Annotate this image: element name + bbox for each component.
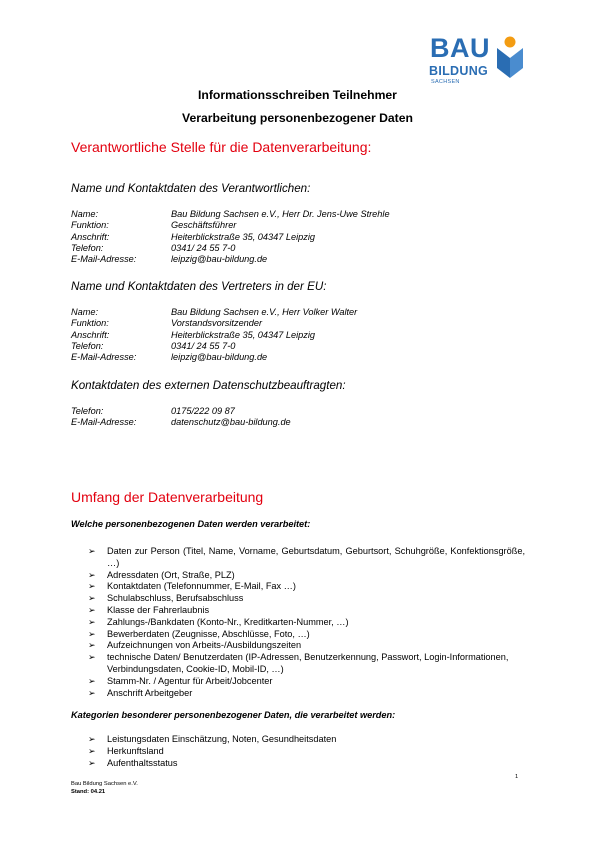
footer-stand: [71, 788, 105, 796]
special-data-question: Kategorien besonderer personenbezogener Daten, die verarbeitet werden:: [71, 710, 396, 720]
field-label: Telefon:: [71, 406, 104, 416]
list-item: ➢ Zahlungs-/Bankdaten (Konto-Nr., Kreditkarten-Nummer, …): [88, 616, 349, 627]
logo-text-sachsen: SACHSEN: [431, 79, 460, 85]
list-item: ➢ Bewerberdaten (Zeugnisse, Abschlüsse, Foto, …): [88, 628, 310, 639]
bau-bildung-logo: [426, 34, 530, 90]
page-number: 1: [515, 774, 519, 780]
field-value: leipzig@bau-bildung.de: [171, 254, 268, 265]
list-item: ➢ Klasse der Fahrerlaubnis: [88, 604, 210, 615]
field-value: 0175/222 09 87: [171, 406, 235, 416]
document-subtitle: Verarbeitung personenbezogener Daten: [182, 111, 413, 125]
field-label: Funktion:: [71, 318, 109, 329]
field-value: Vorstandsvorsitzender: [171, 318, 263, 329]
personal-data-question: Welche personenbezogenen Daten werden verarbeitet:: [71, 519, 311, 529]
representative-heading: Name und Kontaktdaten des Vertreters in der EU:: [71, 280, 327, 293]
field-value: Geschäftsführer: [171, 220, 237, 231]
field-label: E-Mail-Adresse:: [71, 417, 137, 428]
field-label: Anschrift:: [71, 329, 110, 340]
list-item: ➢ Daten zur Person (Titel, Name, Vorname, Geburtsdatum, Geburtsort, Schuhgröße, Konfektionsgröße, …): [88, 546, 525, 568]
field-value: 0341/ 24 55 7-0: [171, 340, 236, 351]
bullet-arrow-icon: ➢: [88, 675, 96, 686]
bullet-arrow-icon: ➢: [88, 687, 96, 698]
field-value: Bau Bildung Sachsen e.V., Herr Dr. Jens-Uwe Strehle: [171, 209, 390, 219]
bullet-arrow-icon: ➢: [88, 593, 96, 604]
list-item: ➢ Adressdaten (Ort, Straße, PLZ): [88, 569, 235, 580]
bullet-arrow-icon: ➢: [88, 652, 96, 663]
field-value: Heiterblickstraße 35, 04347 Leipzig: [171, 329, 316, 340]
logo-text-bildung: BILDUNG: [429, 64, 489, 78]
list-item: ➢ Herkunftsland: [88, 745, 164, 756]
bullet-arrow-icon: ➢: [88, 604, 96, 615]
bullet-arrow-icon: ➢: [88, 757, 96, 768]
list-item: ➢ technische Daten/ Benutzerdaten (IP-Adressen, Benutzerkennung, Passwort, Login-Informationen, Verbindungsdaten, Cookie-ID, Mobil-ID, …): [88, 652, 509, 674]
field-label: Anschrift:: [71, 231, 110, 242]
bullet-arrow-icon: ➢: [88, 616, 96, 627]
list-item: ➢ Kontaktdaten (Telefonnummer, E-Mail, Fax …): [88, 581, 296, 592]
section-heading-responsible-body: Verantwortliche Stelle für die Datenverarbeitung:: [71, 139, 372, 155]
field-value: 0341/ 24 55 7-0: [171, 242, 236, 253]
bullet-arrow-icon: ➢: [88, 546, 96, 556]
field-value: Bau Bildung Sachsen e.V., Herr Volker Walter: [171, 307, 358, 317]
field-label: Telefon:: [71, 340, 104, 351]
bullet-arrow-icon: ➢: [88, 745, 96, 756]
document-title: Informationsschreiben Teilnehmer: [198, 88, 397, 102]
bullet-arrow-icon: ➢: [88, 628, 96, 639]
field-label: Telefon:: [71, 242, 104, 253]
bullet-arrow-icon: ➢: [88, 569, 96, 580]
field-value: datenschutz@bau-bildung.de: [171, 417, 291, 428]
responsible-heading: Name und Kontaktdaten des Verantwortlichen:: [71, 182, 311, 195]
special-data-list: [88, 734, 525, 769]
bullet-arrow-icon: ➢: [88, 734, 96, 744]
list-item: ➢ Leistungsdaten Einschätzung, Noten, Gesundheitsdaten: [88, 734, 337, 744]
field-label: Name:: [71, 209, 99, 219]
section-heading-data-scope: Umfang der Datenverarbeitung: [71, 489, 264, 505]
personal-data-list: [88, 546, 525, 699]
dpo-heading: Kontaktdaten des externen Datenschutzbeauftragten:: [71, 379, 346, 392]
list-item: ➢ Aufzeichnungen von Arbeits-/Ausbildungszeiten: [88, 640, 302, 651]
field-label: Name:: [71, 307, 99, 317]
field-label: E-Mail-Adresse:: [71, 254, 137, 265]
bullet-arrow-icon: ➢: [88, 581, 96, 592]
footer-organization: Bau Bildung Sachsen e.V.: [71, 781, 138, 787]
list-item: ➢ Stamm-Nr. / Agentur für Arbeit/Jobcenter: [88, 675, 273, 686]
list-item: ➢ Anschrift Arbeitgeber: [88, 687, 193, 698]
footer-stand-text: Stand: 04.21: [71, 789, 106, 795]
logo-text-bau: BAU: [430, 33, 490, 63]
bullet-arrow-icon: ➢: [88, 640, 96, 651]
field-value: Heiterblickstraße 35, 04347 Leipzig: [171, 231, 316, 242]
field-label: Funktion:: [71, 220, 109, 231]
list-item: ➢ Aufenthaltsstatus: [88, 757, 178, 768]
list-item: ➢ Schulabschluss, Berufsabschluss: [88, 593, 244, 604]
field-value: leipzig@bau-bildung.de: [171, 352, 268, 363]
logo-mark-icon: [495, 36, 529, 80]
field-label: E-Mail-Adresse:: [71, 352, 137, 363]
